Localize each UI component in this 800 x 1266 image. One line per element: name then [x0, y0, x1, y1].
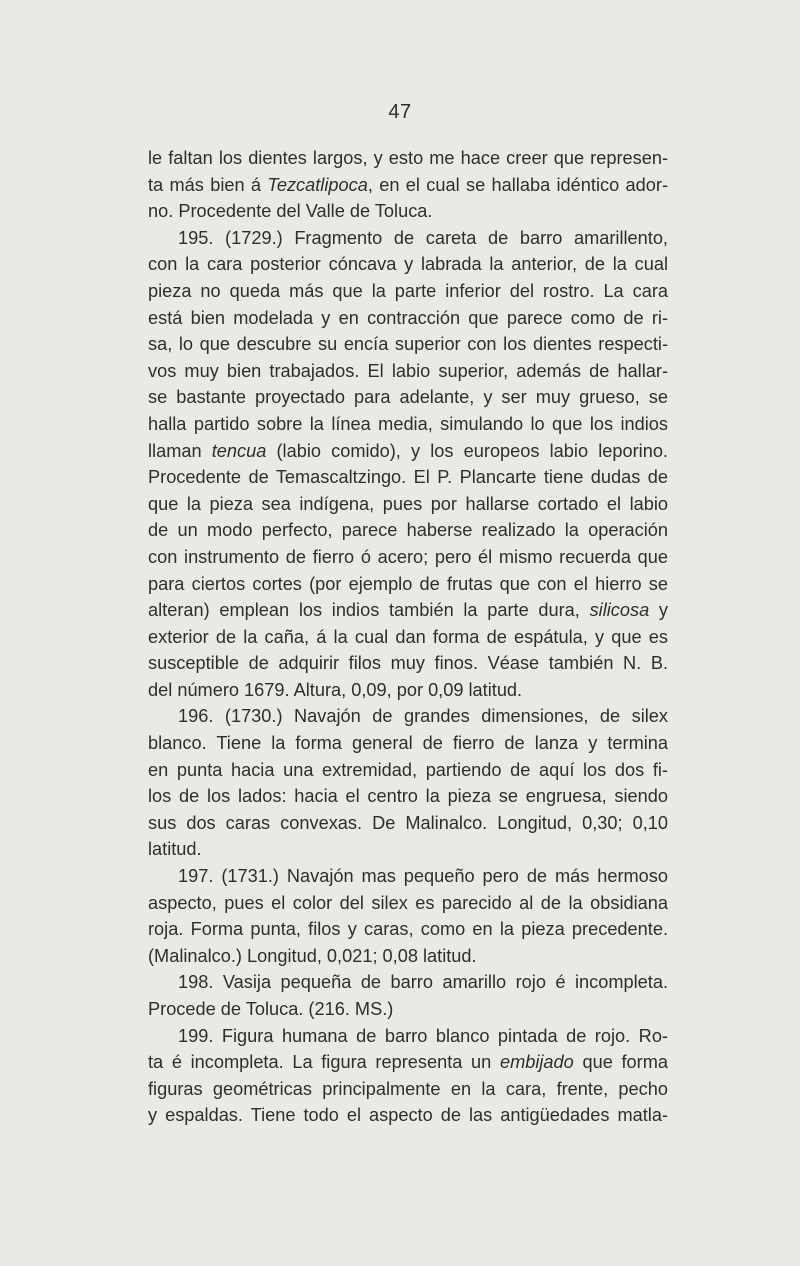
text-line [148, 1023, 668, 1050]
italic-term: Tezcatlipoca [267, 174, 368, 195]
text-fragment: de un modo perfecto, parece haberse realizado la operación [148, 520, 668, 541]
text-fragment: que la pieza sea indígena, pues por hallarse cortado el labio [148, 493, 668, 514]
text-fragment: latitud. [148, 839, 202, 860]
italic-term: silicosa [589, 600, 650, 621]
text-fragment: le faltan los dientes largos, y esto me hace creer que represen- [148, 148, 668, 168]
text-fragment: susceptible de adquirir filos muy finos. Véase también N. B. [148, 653, 668, 674]
text-line [148, 358, 668, 385]
text-fragment: y espaldas. Tiene todo el aspecto de las antigüedades matla- [148, 1105, 668, 1126]
text-fragment: que forma [573, 1052, 668, 1073]
text-fragment: vos muy bien trabajados. El labio superior, además de hallar- [148, 360, 668, 381]
page-number: 47 [388, 101, 412, 123]
text-fragment: 195. (1729.) Fragmento de careta de barro amarillento, [178, 227, 668, 248]
text-line [148, 677, 668, 704]
text-fragment: 198. Vasija pequeña de barro amarillo rojo é incompleta. [178, 972, 668, 993]
text-line [148, 278, 668, 305]
text-line [148, 438, 668, 465]
text-line [148, 145, 668, 172]
text-line [148, 810, 668, 837]
text-fragment: y [649, 600, 668, 621]
text-fragment: blanco. Tiene la forma general de fierro de lanza y termina [148, 733, 668, 754]
text-line [148, 890, 668, 917]
text-line [148, 1049, 668, 1076]
body-text [148, 145, 668, 1129]
text-fragment: Procede de Toluca. (216. MS.) [148, 999, 394, 1019]
text-line [148, 943, 668, 970]
text-fragment: llaman [148, 440, 212, 461]
text-line [148, 916, 668, 943]
text-fragment: 199. Figura humana de barro blanco pintada de rojo. Ro- [178, 1025, 668, 1046]
text-line [148, 464, 668, 491]
text-fragment: con la cara posterior cóncava y labrada la anterior, de la cual [148, 254, 668, 275]
text-fragment: está bien modelada y en contracción que parece como de ri- [148, 307, 668, 328]
text-line [148, 650, 668, 677]
text-line [148, 863, 668, 890]
text-line [148, 251, 668, 278]
text-fragment: sus dos caras convexas. De Malinalco. Longitud, 0,30; 0,10 [148, 812, 668, 833]
text-fragment: pieza no queda más que la parte inferior del rostro. La cara [148, 280, 668, 301]
text-line [148, 996, 668, 1023]
text-fragment: los de los lados: hacia el centro la pieza se engruesa, siendo [148, 786, 668, 807]
text-fragment: alteran) emplean los indios también la parte dura, [148, 600, 590, 621]
text-line [148, 544, 668, 571]
text-line [148, 198, 668, 225]
text-fragment: (Malinalco.) Longitud, 0,021; 0,08 latitud. [148, 945, 477, 966]
text-fragment: halla partido sobre la línea media, simulando lo que los indios [148, 413, 668, 434]
text-fragment: ta más bien á [148, 174, 268, 195]
text-fragment: 197. (1731.) Navajón mas pequeño pero de más hermoso [178, 866, 668, 887]
text-line [148, 969, 668, 996]
text-fragment: del número 1679. Altura, 0,09, por 0,09 latitud. [148, 679, 523, 700]
text-line [148, 597, 668, 624]
text-line [148, 1102, 668, 1129]
text-fragment: 196. (1730.) Navajón de grandes dimensiones, de silex [178, 706, 668, 727]
text-line [148, 225, 668, 252]
text-fragment: figuras geométricas principalmente en la cara, frente, pecho [148, 1078, 668, 1099]
text-line [148, 384, 668, 411]
text-fragment: (labio comido), y los europeos labio leporino. [266, 440, 668, 461]
text-line [148, 783, 668, 810]
text-line [148, 703, 668, 730]
text-fragment: con instrumento de fierro ó acero; pero él mismo recuerda que [148, 546, 668, 567]
text-line [148, 757, 668, 784]
text-fragment: Procedente de Temascaltzingo. El P. Plancarte tiene dudas de [148, 467, 668, 488]
text-line [148, 1076, 668, 1103]
text-line [148, 411, 668, 438]
text-fragment: se bastante proyectado para adelante, y ser muy grueso, se [148, 387, 668, 408]
text-line [148, 836, 668, 863]
text-fragment: para ciertos cortes (por ejemplo de frutas que con el hierro se [148, 573, 668, 594]
text-line [148, 491, 668, 518]
text-fragment: aspecto, pues el color del silex es parecido al de la obsidiana [148, 892, 668, 913]
text-fragment: roja. Forma punta, filos y caras, como en la pieza precedente. [148, 919, 668, 940]
text-line [148, 517, 668, 544]
text-line [148, 730, 668, 757]
text-fragment: sa, lo que descubre su encía superior con los dientes respecti- [148, 334, 668, 355]
text-line [148, 305, 668, 332]
text-line [148, 331, 668, 358]
text-fragment: en punta hacia una extremidad, partiendo de aquí los dos fi- [148, 759, 668, 780]
italic-term: tencua [211, 440, 267, 461]
text-line [148, 624, 668, 651]
text-line [148, 571, 668, 598]
text-fragment: no. Procedente del Valle de Toluca. [148, 201, 433, 222]
text-line [148, 172, 668, 199]
italic-term: embijado [499, 1052, 574, 1073]
text-fragment: , en el cual se hallaba idéntico ador- [367, 174, 669, 195]
text-fragment: ta é incompleta. La figura representa un [148, 1052, 500, 1073]
text-fragment: exterior de la caña, á la cual dan forma de espátula, y que es [148, 626, 668, 647]
